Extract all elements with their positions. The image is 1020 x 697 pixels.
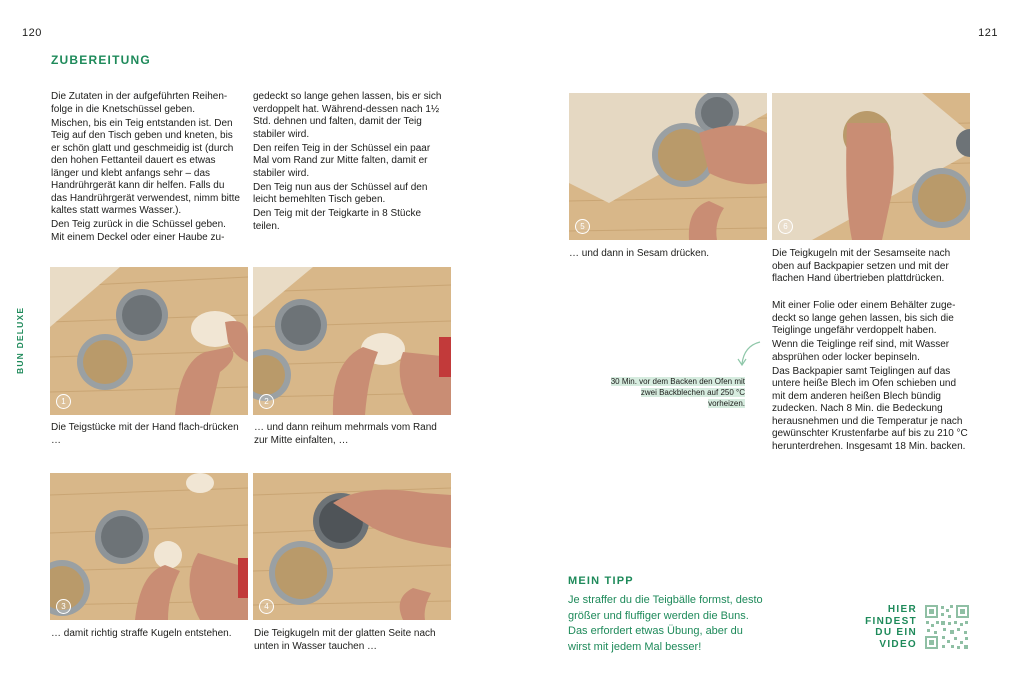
text-column-3 — [772, 300, 972, 455]
step-photo-4 — [253, 473, 451, 620]
tip-title: MEIN TIPP — [568, 575, 634, 587]
step-caption-5: … und dann in Sesam drücken. — [569, 248, 710, 259]
photo-dough-fold-icon — [253, 267, 451, 415]
photo-flatten-paper-icon — [772, 93, 970, 240]
step-number-badge: 6 — [778, 219, 793, 234]
paragraph: Den Teig nun aus der Schüssel auf den leicht bemehlten Tisch geben. — [253, 181, 428, 205]
video-hint — [840, 604, 917, 650]
tip-text: Je straffer du die Teigbälle formst, desto größer und fluffiger werden die Buns. Das erfordert etwas Übung, aber du wirst mit jedem Mal besser! — [568, 594, 763, 653]
step-number-badge: 4 — [259, 599, 274, 614]
text-column-2 — [253, 91, 443, 235]
step-photo-3 — [50, 473, 248, 620]
step-photo-2 — [253, 267, 451, 415]
step-number-badge: 5 — [575, 219, 590, 234]
hint-note-text: 30 Min. vor dem Backen den Ofen mit zwei Backblechen auf 250 °C vorheizen. — [610, 377, 745, 408]
photo-dough-balls-icon — [50, 473, 248, 620]
paragraph: Den Teig zurück in die Schüssel geben. Mit einem Deckel oder einer Haube zu- — [51, 219, 226, 243]
page-number-right: 121 — [978, 27, 998, 39]
paragraph: Mischen, bis ein Teig entstanden ist. Den Teig auf den Tisch geben und kneten, bis er schön glatt und geschmeidig ist (durch den hohen Fettanteil dauert es etwas länger und klebt anfangs sehr – das Handrührgerät kann dir helfen. Falls du das Handrührgerät verwendest, nimm bitte kaltes statt warmes Wasser.). — [51, 117, 240, 216]
video-hint-line: FINDEST — [865, 615, 917, 627]
page-number-left: 120 — [22, 27, 42, 39]
step-caption-3: … damit richtig straffe Kugeln entstehen. — [51, 628, 232, 639]
paragraph: Den Teig mit der Teigkarte in 8 Stücke teilen. — [253, 208, 422, 232]
hint-note — [605, 376, 745, 409]
paragraph: gedeckt so lange gehen lassen, bis er sich verdoppelt hat. Während-dessen nach 1½ Std. dehnen und falten, damit der Teig stabiler wird. — [253, 91, 442, 140]
paragraph: Den reifen Teig in der Schüssel ein paar Mal vom Rand zur Mitte falten, damit er stabiler wird. — [253, 142, 431, 179]
paragraph: Die Zutaten in der aufgeführten Reihen-folge in die Knetschüssel geben. — [51, 91, 228, 115]
step-number-badge: 2 — [259, 394, 274, 409]
step-photo-5 — [569, 93, 767, 240]
text-column-1 — [51, 91, 241, 246]
curved-arrow-icon — [734, 340, 764, 368]
section-heading: ZUBEREITUNG — [51, 53, 151, 67]
video-hint-line: VIDEO — [879, 638, 917, 650]
video-hint-line: DU EIN — [875, 627, 917, 638]
paragraph: Mit einer Folie oder einem Behälter zuge-deckt so lange gehen lassen, bis sich die Teiglinge ungefähr verdoppelt haben. — [772, 300, 956, 336]
step-caption-1: Die Teigstücke mit der Hand flach-drücken … — [51, 422, 239, 446]
photo-dough-water-icon — [253, 473, 451, 620]
qr-code-icon[interactable] — [924, 604, 970, 650]
step-number-badge: 3 — [56, 599, 71, 614]
step-caption-2: … und dann reihum mehrmals vom Rand zur Mitte einfalten, … — [254, 422, 437, 446]
step-photo-1 — [50, 267, 248, 415]
paragraph: Das Backpapier samt Teiglingen auf das untere heiße Blech im Ofen schieben und mit dem anderen heißen Blech bündig zudecken. Nach 8 Min. die Bedeckung herausnehmen und die Temperatur je nach gewünschter Krustenfarbe auf bis zu 210 °C herunterdrehen. Insgesamt 18 Min. backen. — [772, 365, 968, 452]
photo-sesame-press-icon — [569, 93, 767, 240]
step-photo-6 — [772, 93, 970, 240]
photo-dough-flatten-icon — [50, 267, 248, 415]
step-caption-4: Die Teigkugeln mit der glatten Seite nach unten in Wasser tauchen … — [254, 628, 436, 652]
step-caption-6: Die Teigkugeln mit der Sesamseite nach oben auf Backpapier setzen und mit der flachen Hand übertrieben plattdrücken. — [772, 248, 951, 284]
video-hint-line: HIER — [887, 604, 917, 615]
chapter-side-label: BUN DELUXE — [15, 306, 25, 374]
paragraph: Wenn die Teiglinge reif sind, mit Wasser absprühen oder locker bepinseln. — [772, 339, 950, 363]
step-number-badge: 1 — [56, 394, 71, 409]
